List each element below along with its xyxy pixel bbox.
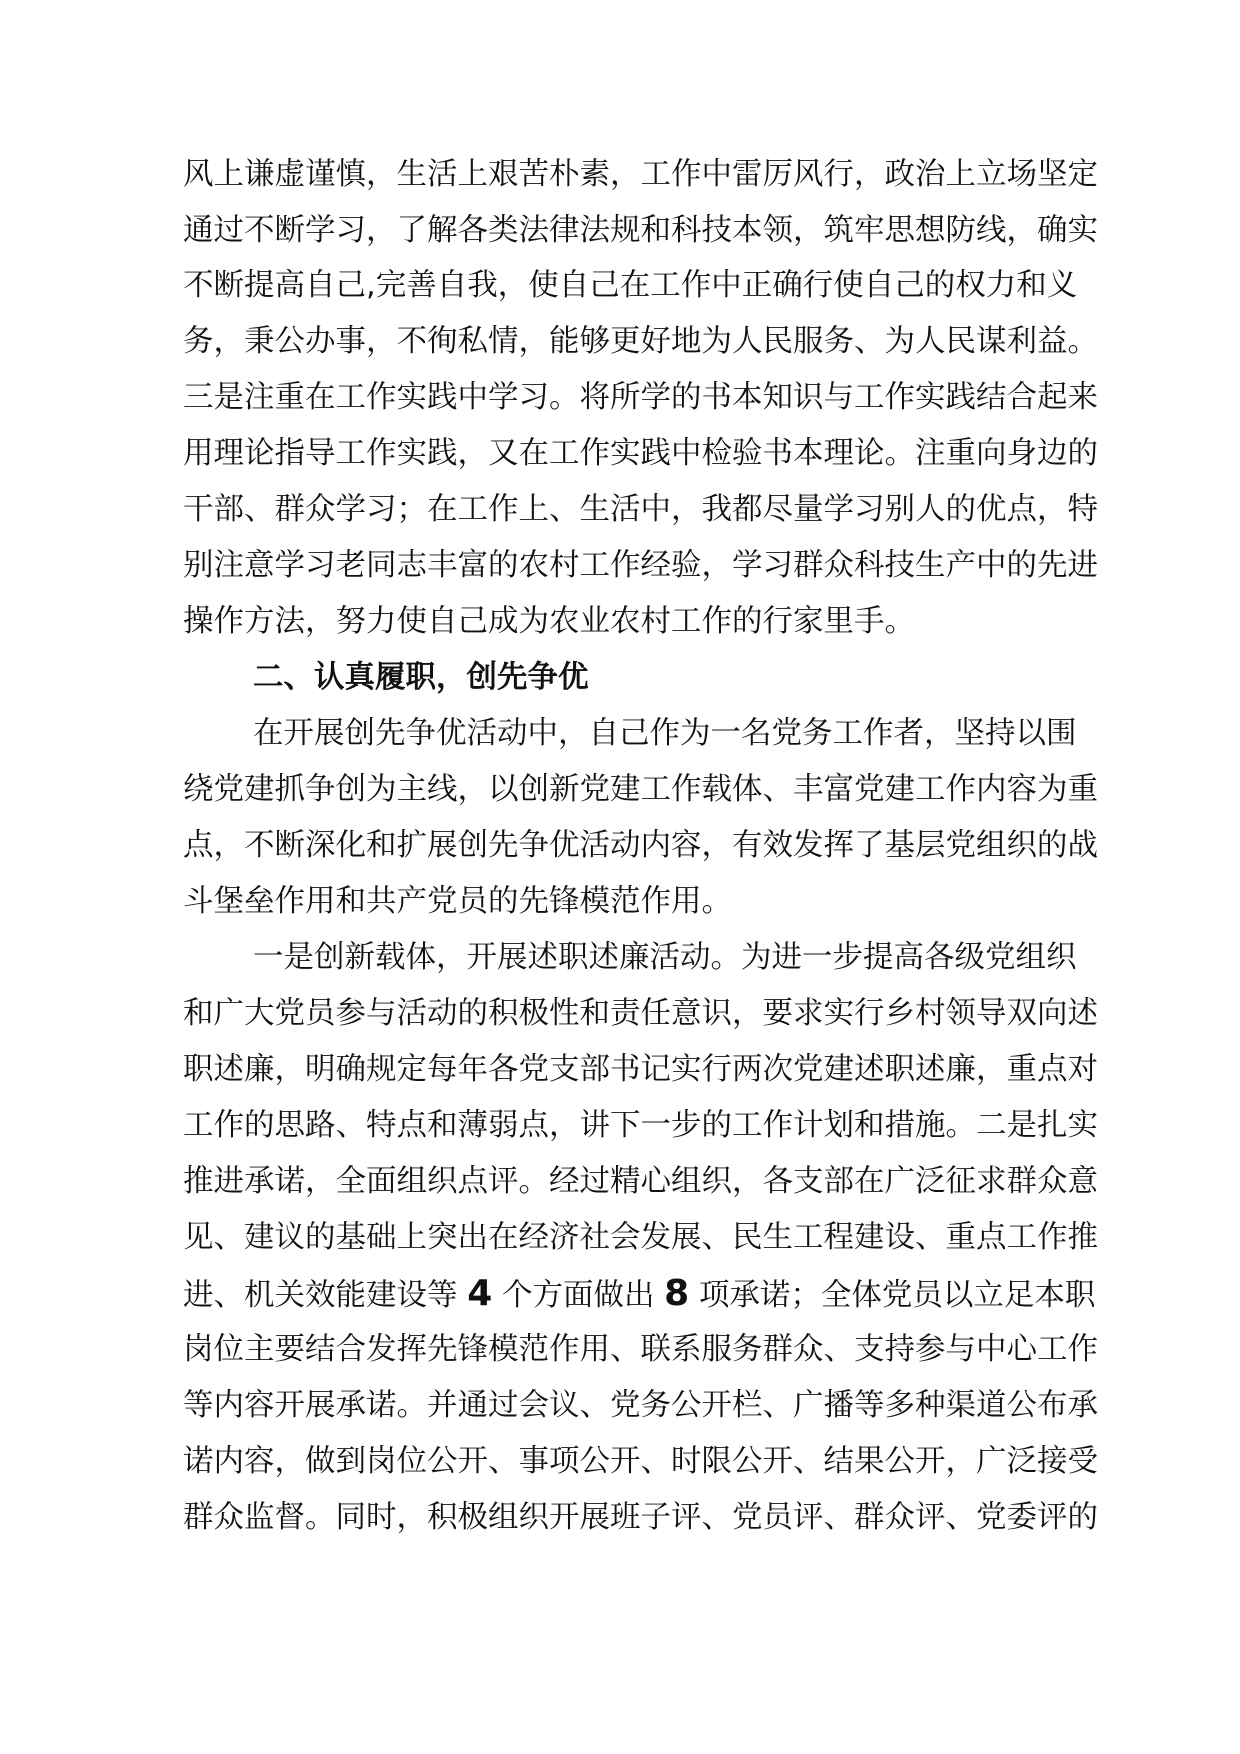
- body-text-line-with-numbers: [183, 1273, 1096, 1316]
- body-text-line: 斗堡垒作用和共产党员的先锋模范作用。: [183, 884, 732, 919]
- body-text-line: 操作方法，努力使自己成为农业农村工作的行家里手。: [183, 604, 915, 639]
- body-text-line: 通过不断学习，了解各类法律法规和科技本领，筑牢思想防线，确实: [183, 213, 1098, 248]
- body-text-line: 群众监督。同时，积极组织开展班子评、党员评、群众评、党委评的: [183, 1500, 1098, 1535]
- body-text-line: 用理论指导工作实践，又在工作实践中检验书本理论。注重向身边的: [183, 436, 1098, 471]
- body-text-line: 不断提高自己,完善自我，使自己在工作中正确行使自己的权力和义: [183, 268, 1078, 303]
- body-text-line: 诺内容，做到岗位公开、事项公开、时限公开、结果公开，广泛接受: [183, 1444, 1098, 1479]
- body-text-line: 职述廉，明确规定每年各党支部书记实行两次党建述职述廉，重点对: [183, 1052, 1098, 1087]
- number-four: 4: [467, 1273, 493, 1314]
- body-text-line: 干部、群众学习；在工作上、生活中，我都尽量学习别人的优点，特: [183, 492, 1098, 527]
- number-eight: 8: [664, 1273, 690, 1314]
- body-text-line: 见、建议的基础上突出在经济社会发展、民生工程建设、重点工作推: [183, 1220, 1098, 1255]
- text-segment: 项承诺；全体党员以立足本职: [698, 1278, 1096, 1313]
- body-text-line: 别注意学习老同志丰富的农村工作经验，学习群众科技生产中的先进: [183, 548, 1098, 583]
- body-text-line: 推进承诺，全面组织点评。经过精心组织，各支部在广泛征求群众意: [183, 1164, 1098, 1199]
- text-segment: 个方面做出: [501, 1278, 655, 1313]
- body-text-line: 岗位主要结合发挥先锋模范作用、联系服务群众、支持参与中心工作: [183, 1332, 1098, 1367]
- body-text-line: 工作的思路、特点和薄弱点，讲下一步的工作计划和措施。二是扎实: [183, 1108, 1098, 1143]
- body-text-line: 等内容开展承诺。并通过会议、党务公开栏、广播等多种渠道公布承: [183, 1388, 1098, 1423]
- paragraph-first-line: 在开展创先争优活动中，自己作为一名党务工作者，坚持以围: [253, 716, 1077, 751]
- body-text-line: 务，秉公办事，不徇私情，能够更好地为人民服务、为人民谋利益。: [183, 324, 1098, 359]
- body-text-line: 点，不断深化和扩展创先争优活动内容，有效发挥了基层党组织的战: [183, 828, 1098, 863]
- paragraph-first-line: 一是创新载体，开展述职述廉活动。为进一步提高各级党组织: [253, 940, 1077, 975]
- body-text-line: 绕党建抓争创为主线，以创新党建工作载体、丰富党建工作内容为重: [183, 772, 1098, 807]
- body-text-line: 三是注重在工作实践中学习。将所学的书本知识与工作实践结合起来: [183, 380, 1098, 415]
- body-text-line: 风上谦虚谨慎，生活上艰苦朴素，工作中雷厉风行，政治上立场坚定: [183, 157, 1098, 192]
- body-text-line: 和广大党员参与活动的积极性和责任意识，要求实行乡村领导双向述: [183, 996, 1098, 1031]
- text-segment: 进、机关效能建设等: [183, 1278, 458, 1313]
- section-heading: 二、认真履职，创先争优: [253, 660, 589, 695]
